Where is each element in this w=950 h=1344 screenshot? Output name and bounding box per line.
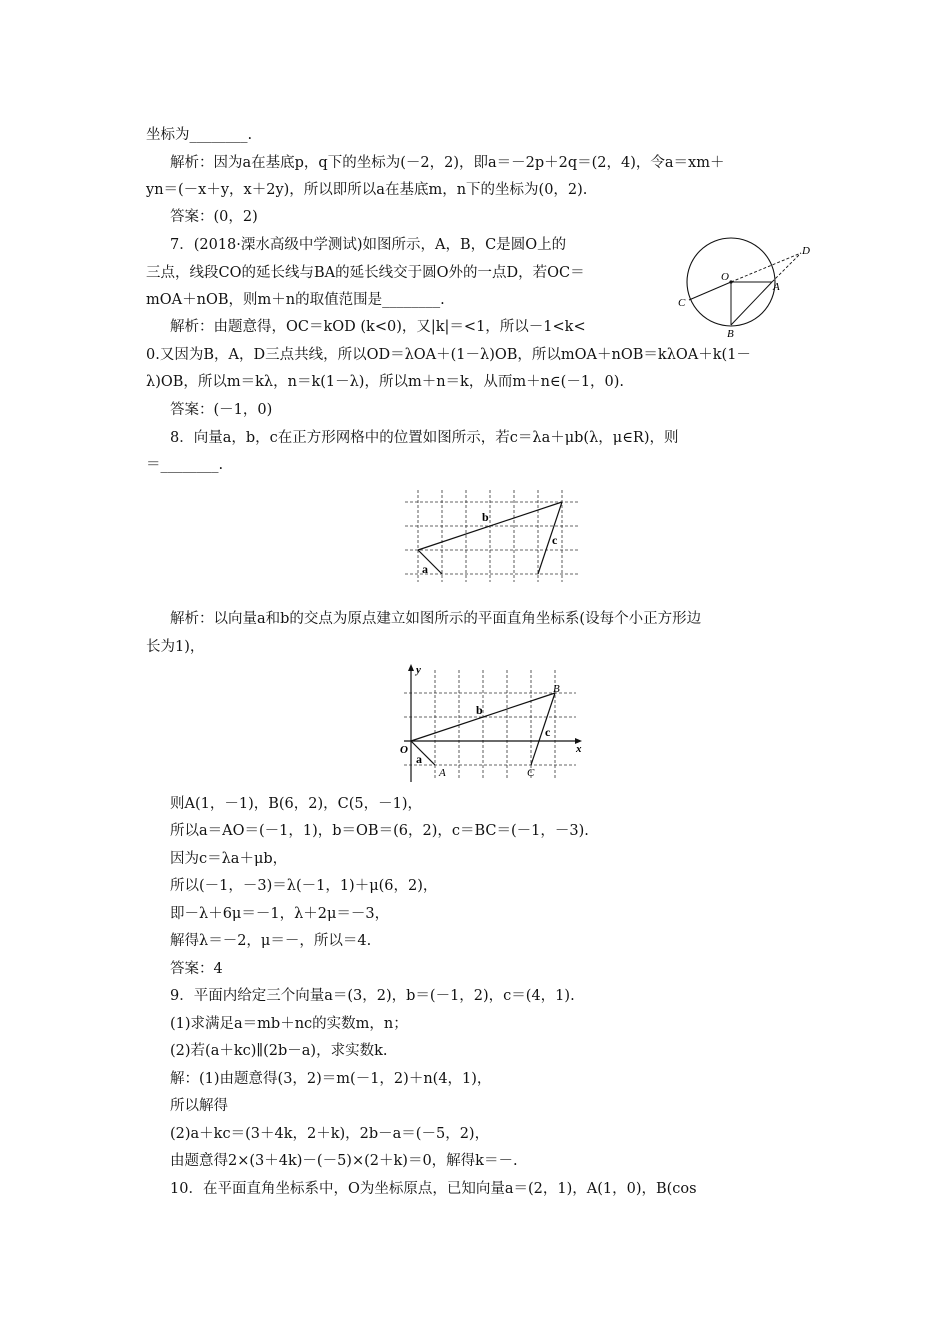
label-o: O — [400, 744, 408, 756]
text-line: λ)OB，所以m＝kλ，n＝k(1－λ)，所以m＋n＝k，从而m＋n∈(－1，0). — [146, 374, 625, 390]
text-line: 三点，线段CO的延长线与BA的延长线交于圆O外的一点D，若OC＝ — [146, 265, 585, 281]
label-b: B — [727, 328, 734, 340]
label-b: b — [476, 703, 483, 717]
text-line: mOA＋nOB，则m＋n的取值范围是________. — [146, 292, 445, 308]
label-c: c — [552, 533, 558, 547]
text-line: 答案：(0，2) — [170, 209, 258, 225]
text-line: 答案：4 — [170, 961, 223, 977]
text-line: 由题意得2×(3＋4k)－(－5)×(2＋k)＝0，解得k＝－. — [170, 1153, 518, 1169]
text-line: 解析：因为a在基底p，q下的坐标为(－2，2)，即a＝－2p＋2q＝(2，4)，令a＝xm＋ — [170, 155, 725, 171]
circle-figure — [676, 234, 816, 344]
text-line: (2)若(a＋kc)∥(2b－a)，求实数k. — [170, 1043, 388, 1059]
text-line: 答案：(－1，0) — [170, 402, 273, 418]
label-x: x — [576, 743, 582, 755]
vector-a — [411, 741, 435, 765]
segment-ad-dashed — [772, 253, 801, 282]
text-line: 则A(1，－1)，B(6，2)，C(5，－1)， — [170, 796, 423, 812]
text-line: 解析：以向量a和b的交点为原点建立如图所示的平面直角坐标系(设每个小正方形边 — [170, 611, 702, 627]
segment-co — [689, 282, 731, 300]
label-point-a: A — [439, 767, 446, 779]
text-line: (1)求满足a＝mb＋nc的实数m，n； — [170, 1016, 408, 1032]
text-line: 所以a＝AO＝(－1，1)，b＝OB＝(6，2)，c＝BC＝(－1，－3). — [170, 823, 589, 839]
y-axis-arrow — [408, 664, 414, 671]
text-line: 7．(2018·溧水高级中学测试)如图所示，A，B，C是圆O上的 — [170, 237, 567, 253]
text-line: yn＝(－x＋y，x＋2y)，所以即所以a在基底m，n下的坐标为(0，2). — [146, 182, 588, 198]
label-y: y — [416, 664, 421, 676]
grid-figure-1 — [400, 487, 585, 587]
vector-c — [531, 693, 555, 765]
text-line: (2)a＋kc＝(3＋4k，2＋k)，2b－a＝(－5，2)， — [170, 1126, 490, 1142]
vector-c — [538, 502, 562, 574]
label-a: A — [773, 281, 780, 293]
text-line: 因为c＝λa＋μb， — [170, 851, 288, 867]
text-line: 解：(1)由题意得(3，2)＝m(－1，2)＋n(4，1)， — [170, 1071, 492, 1087]
text-line: 所以(－1，－3)＝λ(－1，1)＋μ(6，2)， — [170, 878, 438, 894]
label-o: O — [721, 271, 729, 283]
label-point-b: B — [553, 683, 560, 695]
segment-ba — [731, 282, 772, 325]
text-line: 坐标为________. — [146, 127, 253, 143]
text-line: 解析：由题意得，OC＝kOD (k<0)，又|k|＝<1，所以－1<k< — [170, 319, 586, 335]
text-line: 所以解得 — [170, 1098, 228, 1114]
grid-figure-2 — [396, 662, 591, 787]
text-line: 0.又因为B，A，D三点共线，所以OD＝λOA＋(1－λ)OB，所以mOA＋nOB＝kλOA＋k(1－ — [146, 347, 751, 363]
text-line: 10．在平面直角坐标系中，O为坐标原点，已知向量a＝(2，1)，A(1，0)，B(cos — [170, 1181, 697, 1197]
label-c: C — [678, 297, 686, 309]
label-d: D — [802, 245, 810, 257]
label-a: a — [416, 752, 422, 766]
text-line: 8．向量a，b，c在正方形网格中的位置如图所示，若c＝λa＋μb(λ，μ∈R)，则 — [170, 430, 679, 446]
text-line: 9．平面内给定三个向量a＝(3，2)，b＝(－1，2)，c＝(4，1). — [170, 988, 575, 1004]
text-line: ＝________. — [146, 457, 224, 473]
text-line: 解得λ＝－2，μ＝－，所以＝4. — [170, 933, 372, 949]
label-a: a — [422, 562, 428, 576]
text-line: 长为1)， — [146, 639, 205, 655]
label-point-c: C — [527, 767, 535, 779]
label-c: c — [545, 725, 551, 739]
label-b: b — [482, 510, 489, 524]
segment-od-dashed — [731, 253, 801, 282]
text-line: 即－λ＋6μ＝－1，λ＋2μ＝－3， — [170, 906, 390, 922]
